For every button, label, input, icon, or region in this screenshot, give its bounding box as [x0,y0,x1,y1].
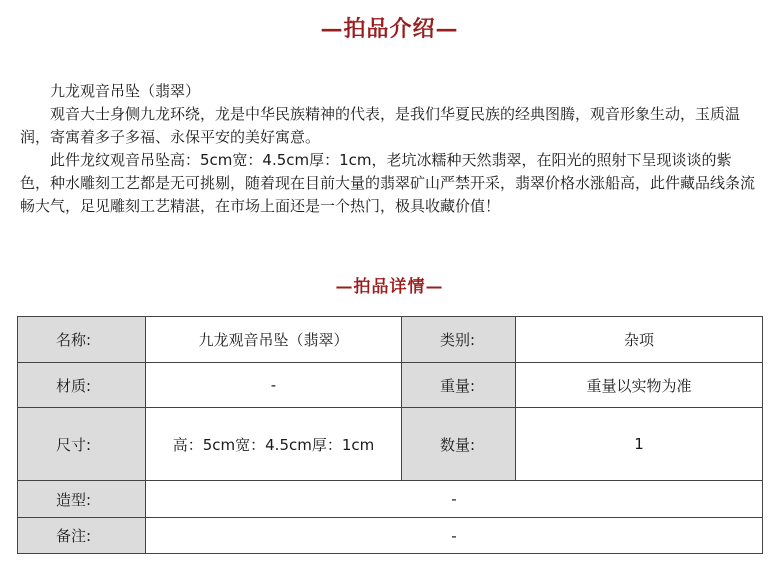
table-row [18,518,763,554]
notes-label: 备注: [18,518,146,554]
intro-item-name: 九龙观音吊坠（翡翠） [50,82,201,100]
size-label: 尺寸: [18,408,146,481]
material-label: 材质: [18,363,146,408]
quantity-label: 数量: [402,408,516,481]
intro-text-block [20,80,760,218]
details-table [17,316,763,554]
notes-value: - [146,518,763,554]
shape-label: 造型: [18,481,146,518]
name-label: 名称: [18,317,146,363]
weight-value: 重量以实物为准 [516,363,763,408]
weight-label: 重量: [402,363,516,408]
size-value: 高：5cm宽：4.5cm厚：1cm [146,408,402,481]
name-value: 九龙观音吊坠（翡翠） [146,317,402,363]
material-value: - [146,363,402,408]
details-section-title: —拍品详情— [335,277,444,297]
intro-detail-paragraph: 此件龙纹观音吊坠高：5cm宽：4.5cm厚：1cm，老坑冰糯种天然翡翠，在阳光的照射下呈现谈谈的紫色，种水雕刻工艺都是无可挑剔，随着现在目前大量的翡翠矿山严禁开采，翡翠价格水涨船高，此件藏品线条流畅大气，足见雕刻工艺精湛，在市场上面还是一个热门，极具收藏价值！ [20,151,756,215]
intro-section-title: —拍品介绍— [320,16,459,42]
category-value: 杂项 [516,317,763,363]
quantity-value: 1 [516,408,763,481]
table-row [18,408,763,481]
table-row [18,317,763,363]
table-row [18,481,763,518]
table-row [18,363,763,408]
intro-description-paragraph: 观音大士身侧九龙环绕，龙是中华民族精神的代表，是我们华夏民族的经典图腾，观音形象生动，玉质温润，寄寓着多子多福、永保平安的美好寓意。 [20,105,741,146]
shape-value: - [146,481,763,518]
category-label: 类别: [402,317,516,363]
